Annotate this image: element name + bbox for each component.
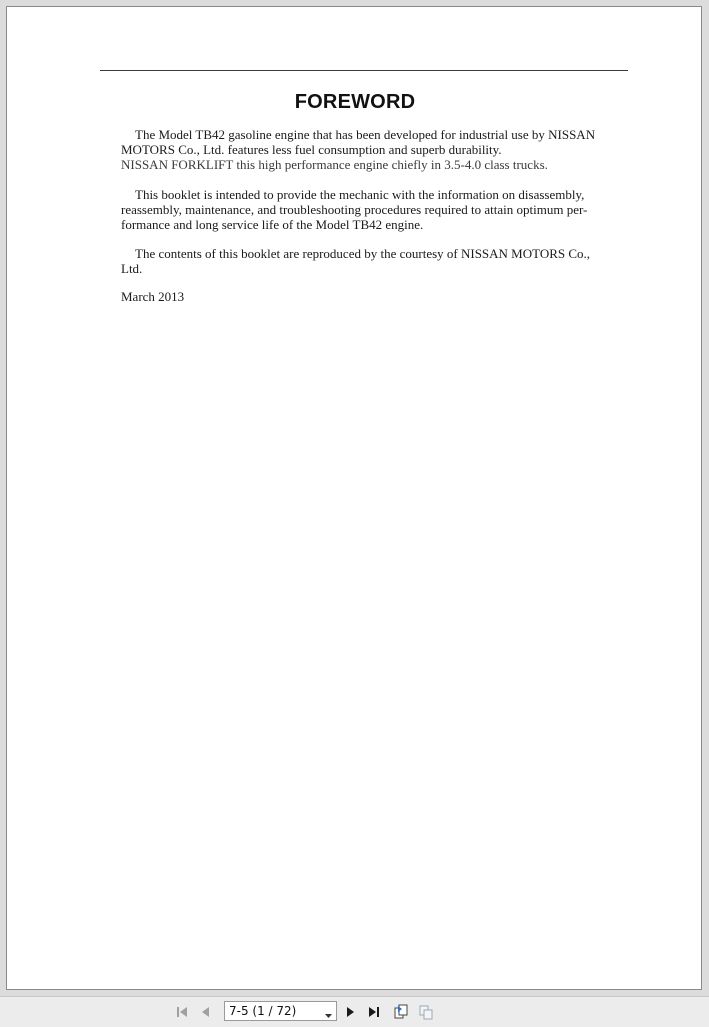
- text-line: This booklet is intended to provide the mechanic with the information on disassembly,: [135, 187, 585, 202]
- next-page-icon[interactable]: [342, 1004, 358, 1020]
- text-line: Ltd.: [121, 261, 143, 276]
- page-select-value: 7-5 (1 / 72): [229, 1004, 297, 1018]
- text-line: The Model TB42 gasoline engine that has been developed for industrial use by NISSAN: [135, 127, 596, 142]
- last-page-icon[interactable]: [366, 1004, 382, 1020]
- page-title: FOREWORD: [294, 91, 416, 113]
- previous-page-icon[interactable]: [198, 1004, 214, 1020]
- text-line: formance and long service life of the Model TB42 engine.: [121, 217, 424, 232]
- text-line: The contents of this booklet are reproduced by the courtesy of NISSAN MOTORS Co.,: [135, 246, 591, 261]
- text-line: NISSAN FORKLIFT this high performance engine chiefly in 3.5-4.0 class trucks.: [121, 157, 548, 172]
- page-select[interactable]: [224, 1001, 337, 1021]
- paragraph-3: [121, 246, 607, 276]
- header-rule: [100, 70, 628, 71]
- first-page-icon[interactable]: [174, 1004, 190, 1020]
- document-date: March 2013: [121, 289, 185, 304]
- two-page-view-icon[interactable]: [418, 1004, 434, 1020]
- document-page: [6, 6, 702, 990]
- text-line: MOTORS Co., Ltd. features less fuel consumption and superb durability.: [121, 142, 502, 157]
- dropdown-arrow-icon: [325, 1008, 332, 1022]
- page-view-icon[interactable]: [393, 1004, 409, 1020]
- paragraph-2: [121, 187, 607, 232]
- navigation-toolbar: [0, 996, 709, 1027]
- paragraph-1: [121, 127, 607, 172]
- text-line: reassembly, maintenance, and troubleshooting procedures required to attain optimum per-: [121, 202, 588, 217]
